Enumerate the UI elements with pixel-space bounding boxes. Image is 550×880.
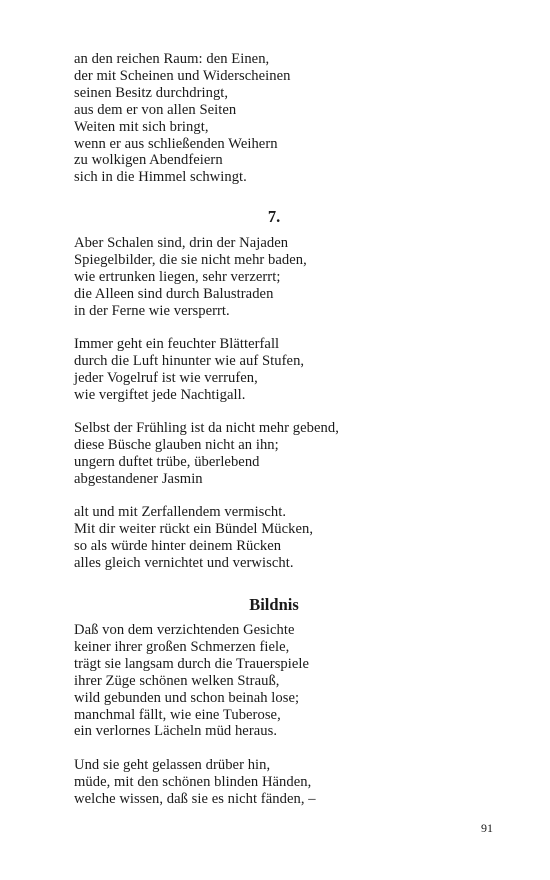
verse-line: müde, mit den schönen blinden Händen,	[74, 773, 312, 790]
verse-line: abgestandener Jasmin	[74, 470, 203, 487]
verse-line: Weiten mit sich bringt,	[74, 118, 209, 135]
poem-title-bildnis: Bildnis	[249, 595, 299, 614]
verse-line: jeder Vogelruf ist wie verrufen,	[74, 369, 258, 386]
verse-line: alles gleich vernichtet und verwischt.	[74, 554, 294, 571]
verse-line: wenn er aus schließenden Weihern	[74, 135, 278, 152]
verse-line: zu wolkigen Abendfeiern	[74, 152, 223, 169]
verse-line: keiner ihrer großen Schmerzen fiele,	[74, 638, 290, 655]
verse-line: in der Ferne wie versperrt.	[74, 302, 230, 319]
stanza	[74, 622, 494, 740]
verse-line: alt und mit Zerfallendem vermischt.	[74, 504, 287, 520]
verse-line: Daß von dem verzichtenden Gesichte	[74, 622, 295, 638]
verse-line: so als würde hinter deinem Rücken	[74, 537, 282, 554]
verse-line: wie vergiftet jede Nachtigall.	[74, 386, 246, 403]
verse-line: ungern duftet trübe, überlebend	[74, 453, 260, 470]
verse-line: seinen Besitz durchdringt,	[74, 84, 229, 101]
verse-line: wie ertrunken liegen, sehr verzerrt;	[74, 268, 281, 285]
section-heading-7: 7.	[267, 207, 281, 226]
verse-line: sich in die Himmel schwingt.	[74, 169, 247, 186]
verse-line: Immer geht ein feuchter Blätterfall	[74, 336, 280, 352]
stanza-continued	[74, 51, 494, 186]
stanza	[74, 420, 494, 488]
verse-line: trägt sie langsam durch die Trauerspiele	[74, 655, 310, 672]
verse-line: durch die Luft hinunter wie auf Stufen,	[74, 352, 305, 369]
verse-line: Und sie geht gelassen drüber hin,	[74, 757, 271, 773]
verse-line: ihrer Züge schönen welken Strauß,	[74, 672, 280, 689]
page-number: 91	[481, 821, 493, 835]
verse-line: der mit Scheinen und Widerscheinen	[74, 67, 291, 84]
verse-line: diese Büsche glauben nicht an ihn;	[74, 436, 279, 453]
stanza	[74, 336, 494, 404]
verse-line: Selbst der Frühling ist da nicht mehr gebend,	[74, 420, 339, 436]
verse-line: an den reichen Raum: den Einen,	[74, 51, 270, 67]
verse-line: manchmal fällt, wie eine Tuberose,	[74, 706, 281, 723]
verse-line: Aber Schalen sind, drin der Najaden	[74, 235, 289, 251]
verse-line: welche wissen, daß sie es nicht fänden, –	[74, 790, 316, 807]
verse-line: Spiegelbilder, die sie nicht mehr baden,	[74, 251, 307, 268]
verse-line: aus dem er von allen Seiten	[74, 101, 237, 118]
stanza	[74, 504, 494, 572]
verse-line: wild gebunden und schon beinah lose;	[74, 689, 300, 706]
verse-line: ein verlornes Lächeln müd heraus.	[74, 723, 278, 740]
stanza	[74, 235, 494, 320]
verse-line: die Alleen sind durch Balustraden	[74, 285, 274, 302]
verse-line: Mit dir weiter rückt ein Bündel Mücken,	[74, 520, 314, 537]
stanza	[74, 757, 494, 808]
